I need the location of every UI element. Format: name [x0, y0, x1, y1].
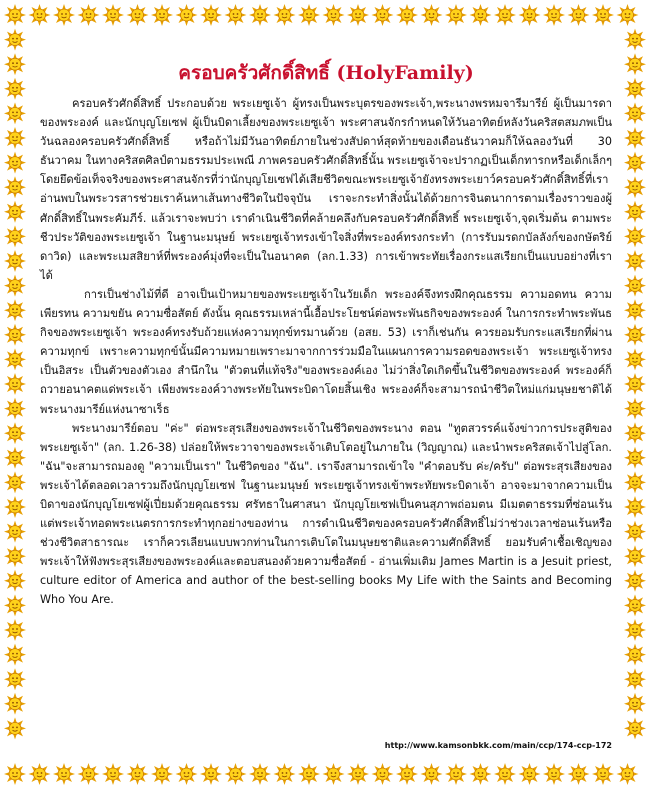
document-body — [40, 48, 612, 748]
sun-icon — [624, 176, 646, 198]
sun-icon — [4, 447, 26, 469]
sun-icon — [624, 250, 646, 272]
sun-icon — [78, 763, 100, 785]
sun-icon — [176, 4, 198, 26]
sun-icon — [4, 763, 26, 785]
sun-icon — [249, 4, 271, 26]
sun-icon — [624, 348, 646, 370]
sun-icon — [274, 4, 296, 26]
sun-icon — [624, 53, 646, 75]
sun-icon — [200, 4, 222, 26]
sun-icon — [624, 275, 646, 297]
sun-icon — [4, 102, 26, 124]
sun-icon — [617, 4, 639, 26]
source-url[interactable]: http://www.kamsonbkk.com/main/ccp/174-ccp-172 — [384, 741, 612, 750]
sun-icon — [624, 324, 646, 346]
sun-icon — [4, 201, 26, 223]
sun-icon — [4, 693, 26, 715]
page-title: ครอบครัวศักดิ์สิทธิ์ (HolyFamily) — [178, 62, 474, 84]
sun-icon — [624, 78, 646, 100]
sun-icon — [421, 4, 443, 26]
sun-icon — [298, 4, 320, 26]
sun-icon — [151, 4, 173, 26]
sun-icon — [592, 4, 614, 26]
sun-icon — [4, 4, 26, 26]
sun-icon — [624, 398, 646, 420]
sun-icon — [102, 763, 124, 785]
sun-icon — [624, 201, 646, 223]
paragraph-carpenter: การเป็นช่างไม้ที่ดี อาจเป็นเป้าหมายของพระเยซูเจ้าในวัยเด็ก พระองค์จึงทรงฝึกคุณธรรม ความอดทน ความเพียรทน ความขยัน ความซื่อสัตย์ ดังนั้น คุณธรรมเหล่านี้เอื้อประโยชน์ต่อพระพันธกิจของพระองค์ ในการกระทำพระพันธกิจของพระเยซูเจ้า พระองค์ทรงรับถ้วยแห่งความทุกข์ทรมานด้วย (อสย. 53) เราก็เช่นกัน ควรยอมรับกระแสเรียกที่ผ่านความทุกข์ เพราะความทุกข์นั้นมีความหมายเพราะมาจากการร่วมมือในแผนการความรอดของพระเจ้า พระเยซูเจ้าทรงเป็นอิสระ เป็นตัวของตัวเอง สำนึกใน "ตัวตนที่แท้จริง"ของพระองค์เอง ไม่ว่าสิ่งใดเกิดขึ้นในชีวิตของพระองค์ พระองค์ก็ถวายอนาคตแด่พระเจ้า เพียงพระองค์วางพระทัยในพระบิดาโดยสิ้นเชิง พระองค์ก็จะสามารถนำชีวิตใหม่แก่มนุษยชาติได้ พระนางมารีย์แห่งนาซาเร็ธ — [40, 287, 612, 416]
sun-icon — [372, 4, 394, 26]
sun-icon — [298, 763, 320, 785]
sun-icon — [617, 763, 639, 785]
sun-icon — [624, 299, 646, 321]
sun-icon — [4, 324, 26, 346]
sun-icon — [225, 4, 247, 26]
sun-icon — [543, 4, 565, 26]
sun-icon — [29, 763, 51, 785]
sun-icon — [4, 250, 26, 272]
sun-icon — [445, 763, 467, 785]
sun-icon — [624, 668, 646, 690]
sun-icon — [624, 594, 646, 616]
sun-icon — [624, 152, 646, 174]
sun-icon — [372, 763, 394, 785]
sun-icon — [4, 29, 26, 51]
sun-icon — [494, 4, 516, 26]
sun-icon — [624, 422, 646, 444]
sun-icon — [4, 398, 26, 420]
sun-icon — [347, 763, 369, 785]
sun-icon — [568, 763, 590, 785]
sun-icon — [53, 763, 75, 785]
sun-icon — [78, 4, 100, 26]
sun-icon — [4, 496, 26, 518]
sun-icon — [624, 373, 646, 395]
sun-icon — [127, 763, 149, 785]
sun-icon — [4, 152, 26, 174]
sun-icon — [176, 763, 198, 785]
sun-icon — [624, 225, 646, 247]
sun-icon — [4, 127, 26, 149]
sun-icon — [445, 4, 467, 26]
sun-icon — [4, 521, 26, 543]
sun-icon — [624, 570, 646, 592]
sun-icon — [4, 545, 26, 567]
sun-icon — [4, 619, 26, 641]
sun-icon — [624, 496, 646, 518]
sun-icon — [4, 644, 26, 666]
sun-icon — [421, 763, 443, 785]
sun-icon — [4, 471, 26, 493]
sun-icon — [568, 4, 590, 26]
sun-icon — [151, 763, 173, 785]
sun-icon — [624, 644, 646, 666]
sun-icon — [4, 422, 26, 444]
sun-icon — [4, 299, 26, 321]
paragraph-intro: ครอบครัวศักดิ์สิทธิ์ ประกอบด้วย พระเยซูเจ้า ผู้ทรงเป็นพระบุตรของพระเจ้า,พระนางพรหมจารีมารีย์ ผู้เป็นมารดาของพระองค์ และนักบุญโยเซฟ ผู้เป็นบิดาเลี้ยงของพระเยซูเจ้า พระศาสนจักรกำหนดให้วันอาทิตย์หลังวันคริสตสมภพเป็นวันฉลองครอบครัวศักดิ์สิทธิ์ หรือถ้าไม่มีวันอาทิตย์ภายในช่วงสัปดาห์สุดท้ายของเดือนธันวาคมก็ให้ฉลองวันที่ 30 ธันวาคม ในทางคริสตศิลป์ตามธรรมประเพณี ภาพครอบครัวศักดิ์สิทธิ์นั้น พระเยซูเจ้าจะปรากฏเป็นเด็กทารกหรือเด็กเล็กๆ โดยยึดข้อเท็จจริงของพระศาสนจักรที่ว่านักบุญโยเซฟได้เสียชีวิตขณะพระเยซูเจ้ายังทรงพระเยาว์ครอบครัวศักดิ์สิทธิ์ที่เราอ่านพบในพระวรสารช่วยเราค้นหาเส้นทางชีวิตในปัจจุบัน เราจะกระทำสิ่งนั้นได้ด้วยการจินตนาการตามเรื่องราวของผู้ศักดิ์สิทธิ์ในพระคัมภีร์. แล้วเราจะพบว่า เราดำเนินชีวิตที่คล้ายคลึงกับครอบครัวศักดิ์สิทธิ์ พระเยซูเจ้า,จุดเริ่มต้น ตามพระชีวประวัติของพระเยซูเจ้า ในฐานะมนุษย์ พระเยซูเจ้าทรงเข้าใจสิ่งที่พระองค์ทรงกระทำ (การรับมรดกบัลลังก์ของกษัตริย์ดาวิด) และพระเมสสิยาห์ที่พระองค์มุ่งที่จะเป็นในอนาคต (ลก.1.33) การเข้าพระทัยเรื่องกระแสเรียกเป็นแบบอย่างที่เราได้ — [40, 97, 612, 282]
sun-icon — [624, 693, 646, 715]
sun-icon — [4, 275, 26, 297]
sun-icon — [4, 717, 26, 739]
sun-icon — [396, 763, 418, 785]
sun-icon — [519, 4, 541, 26]
sun-icon — [624, 102, 646, 124]
sun-icon — [323, 4, 345, 26]
sun-icon — [323, 763, 345, 785]
sun-icon — [127, 4, 149, 26]
sun-icon — [200, 763, 222, 785]
sun-icon — [249, 763, 271, 785]
sun-icon — [470, 763, 492, 785]
sun-icon — [624, 545, 646, 567]
sun-icon — [543, 763, 565, 785]
sun-icon — [274, 763, 296, 785]
sun-icon — [624, 29, 646, 51]
sun-icon — [624, 447, 646, 469]
sun-icon — [102, 4, 124, 26]
sun-icon — [470, 4, 492, 26]
sun-icon — [624, 471, 646, 493]
sun-icon — [624, 619, 646, 641]
sun-icon — [4, 176, 26, 198]
sun-icon — [4, 225, 26, 247]
sun-icon — [4, 668, 26, 690]
sun-icon — [53, 4, 75, 26]
paragraph-mary: พระนางมารีย์ตอบ "ค่ะ" ต่อพระสุรเสียงของพระเจ้าในชีวิตของพระนาง ตอน "ทูตสวรรค์แจ้งข่าวการประสูติของพระเยซูเจ้า" (ลก. 1.26-38) ปล่อยให้พระวาจาของพระเจ้าเติบโตอยู่ในภายใน (วิญญาณ) และนำพระคริสตเจ้าไปสู่โลก. "ฉัน"จะสามารถมองดู "ความเป็นเรา" ในชีวิตของ "ฉัน". เราจึงสามารถเข้าใจ "คำตอบรับ ค่ะ/ครับ" ต่อพระสุรเสียงของพระเจ้าได้ตลอดเวลารวมถึงนักบุญโยเซฟ ในฐานะมนุษย์ พระเยซูเจ้าทรงเข้าพระทัยพระบิดาเจ้า อาจจะมาจากความเป็นบิดาของนักบุญโยเซฟผู้เปี่ยมด้วยคุณธรรม ศรัทธาในศาสนา นักบุญโยเซฟเป็นคนสุภาพถ่อมตน มีเมตตาธรรมที่ซ่อนเร้น แต่พระเจ้าทอดพระเนตรการกระทำทุกอย่างของท่าน การดำเนินชีวิตของครอบครัวศักดิ์สิทธิ์ไม่ว่าช่วงเวลาซ่อนเร้นหรือช่วงชีวิตสาธารณะ เราก็ควรเลียนแบบพวกท่านในการเติบโตในมนุษยชาติและความศักดิ์สิทธิ์ ยอมรับคำเชื้อเชิญของพระเจ้าให้ฟังพระสุรเสียงของพระองค์และตอบสนองด้วยความซื่อสัตย์ - อ่านเพิ่มเติม James Martin is a Jesuit priest, culture editor of America and author of the best-selling books My Life with the Saints and Becoming Who You Are. — [40, 421, 612, 607]
sun-icon — [494, 763, 516, 785]
sun-icon — [396, 4, 418, 26]
sun-icon — [4, 594, 26, 616]
sun-icon — [4, 78, 26, 100]
sun-icon — [624, 717, 646, 739]
sun-icon — [4, 53, 26, 75]
sun-icon — [4, 373, 26, 395]
sun-icon — [519, 763, 541, 785]
sun-icon — [347, 4, 369, 26]
sun-icon — [592, 763, 614, 785]
sun-icon — [4, 570, 26, 592]
sun-icon — [624, 521, 646, 543]
sun-icon — [4, 348, 26, 370]
sun-icon — [29, 4, 51, 26]
sun-icon — [225, 763, 247, 785]
sun-icon — [624, 127, 646, 149]
